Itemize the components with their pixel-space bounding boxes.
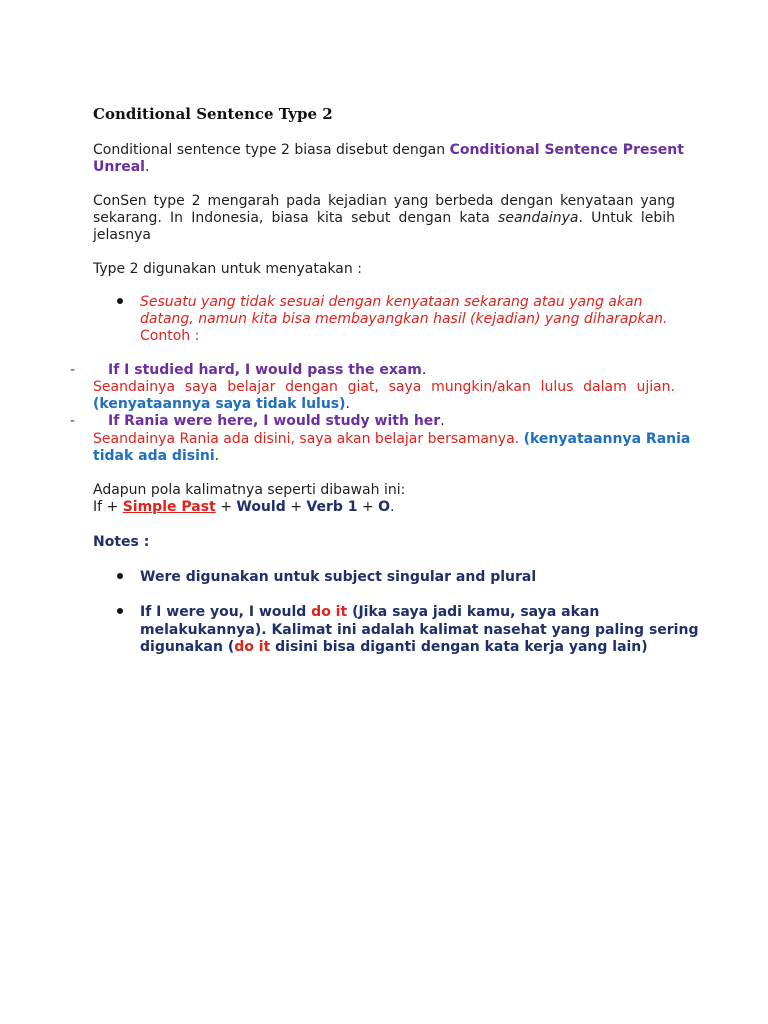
example-1-end: . bbox=[421, 362, 427, 378]
pattern-formula bbox=[93, 499, 394, 516]
usage-line-1: Sesuatu yang tidak sesuai dengan kenyataan sekarang atau yang akan bbox=[140, 294, 643, 310]
example-2-translation-line bbox=[93, 431, 691, 448]
example-2-fact-2: tidak ada disini bbox=[93, 448, 215, 464]
note-2-text-a: If I were you, I would bbox=[140, 604, 307, 620]
bullet-icon bbox=[117, 608, 123, 614]
usage-line-3: Contoh : bbox=[140, 328, 200, 344]
example-1-text: If I studied hard, I would pass the exam bbox=[108, 362, 422, 378]
usage-intro: Type 2 digunakan untuk menyatakan : bbox=[93, 261, 362, 277]
page-title: Conditional Sentence Type 2 bbox=[93, 105, 333, 123]
intro-end: . bbox=[144, 159, 150, 175]
pattern-plus-1: + bbox=[220, 499, 232, 515]
pattern-verb: Verb 1 bbox=[306, 499, 358, 515]
consen-line-2 bbox=[93, 210, 675, 227]
intro-line-2 bbox=[93, 159, 149, 176]
consen-text-a: sekarang. In Indonesia, biasa kita sebut dengan kata bbox=[93, 210, 490, 226]
note-2-text-d: disini bisa diganti dengan kata kerja yang lain) bbox=[275, 639, 648, 655]
example-1-fact-line bbox=[93, 396, 350, 413]
example-2-text: If Rania were here, I would study with her bbox=[108, 413, 441, 429]
note-2-red-2: do it bbox=[234, 639, 271, 655]
note-2-red-1: do it bbox=[311, 604, 348, 620]
consen-line-1: ConSen type 2 mengarah pada kejadian yang berbeda dengan kenyataan yang bbox=[93, 193, 675, 209]
bullet-icon bbox=[117, 298, 123, 304]
pattern-object: O bbox=[378, 499, 391, 515]
dash-icon: - bbox=[70, 362, 76, 378]
bullet-icon bbox=[117, 573, 123, 579]
example-1-fact: (kenyataannya saya tidak lulus) bbox=[93, 396, 346, 412]
note-1: Were digunakan untuk subject singular and plural bbox=[140, 569, 537, 585]
intro-highlight: Conditional Sentence Present bbox=[449, 142, 684, 158]
example-1-fact-end: . bbox=[345, 396, 350, 412]
note-2-text-b: (Jika saya jadi kamu, saya akan bbox=[352, 604, 600, 620]
pattern-simple-past: Simple Past bbox=[122, 499, 216, 515]
example-1-translation: Seandainya saya belajar dengan giat, saya mungkin/akan lulus dalam ujian. bbox=[93, 379, 675, 395]
example-2-fact-end: . bbox=[214, 448, 220, 464]
consen-text-b: . Untuk lebih bbox=[578, 210, 676, 226]
example-2-fact: (kenyataannya Rania bbox=[523, 431, 691, 447]
pattern-if: If + bbox=[93, 499, 119, 515]
dash-icon: - bbox=[70, 413, 76, 429]
pattern-would: Would bbox=[236, 499, 286, 515]
consen-italic: seandainya bbox=[498, 210, 579, 226]
example-2-translation: Seandainya Rania ada disini, saya akan belajar bersamanya. bbox=[93, 431, 520, 447]
note-2-line-1 bbox=[140, 604, 599, 621]
note-2-line-2: melakukannya). Kalimat ini adalah kalimat nasehat yang paling sering bbox=[140, 622, 699, 638]
note-2-line-3 bbox=[140, 639, 648, 656]
example-1-sentence bbox=[108, 362, 426, 379]
pattern-plus-2: + bbox=[290, 499, 302, 515]
example-2-fact-line bbox=[93, 448, 219, 465]
pattern-end: . bbox=[390, 499, 395, 515]
example-2-end: . bbox=[440, 413, 445, 429]
pattern-plus-3: + bbox=[361, 499, 374, 515]
notes-heading: Notes : bbox=[93, 534, 150, 550]
consen-line-3: jelasnya bbox=[93, 227, 152, 243]
intro-text: Conditional sentence type 2 biasa disebut dengan bbox=[93, 142, 446, 158]
note-2-text-c: digunakan ( bbox=[140, 639, 235, 655]
intro-line-1 bbox=[93, 142, 684, 159]
usage-line-2: datang, namun kita bisa membayangkan hasil (kejadian) yang diharapkan. bbox=[140, 311, 668, 327]
pattern-intro: Adapun pola kalimatnya seperti dibawah ini: bbox=[93, 482, 406, 498]
intro-highlight-2: Unreal bbox=[93, 159, 145, 175]
example-2-sentence bbox=[108, 413, 445, 430]
